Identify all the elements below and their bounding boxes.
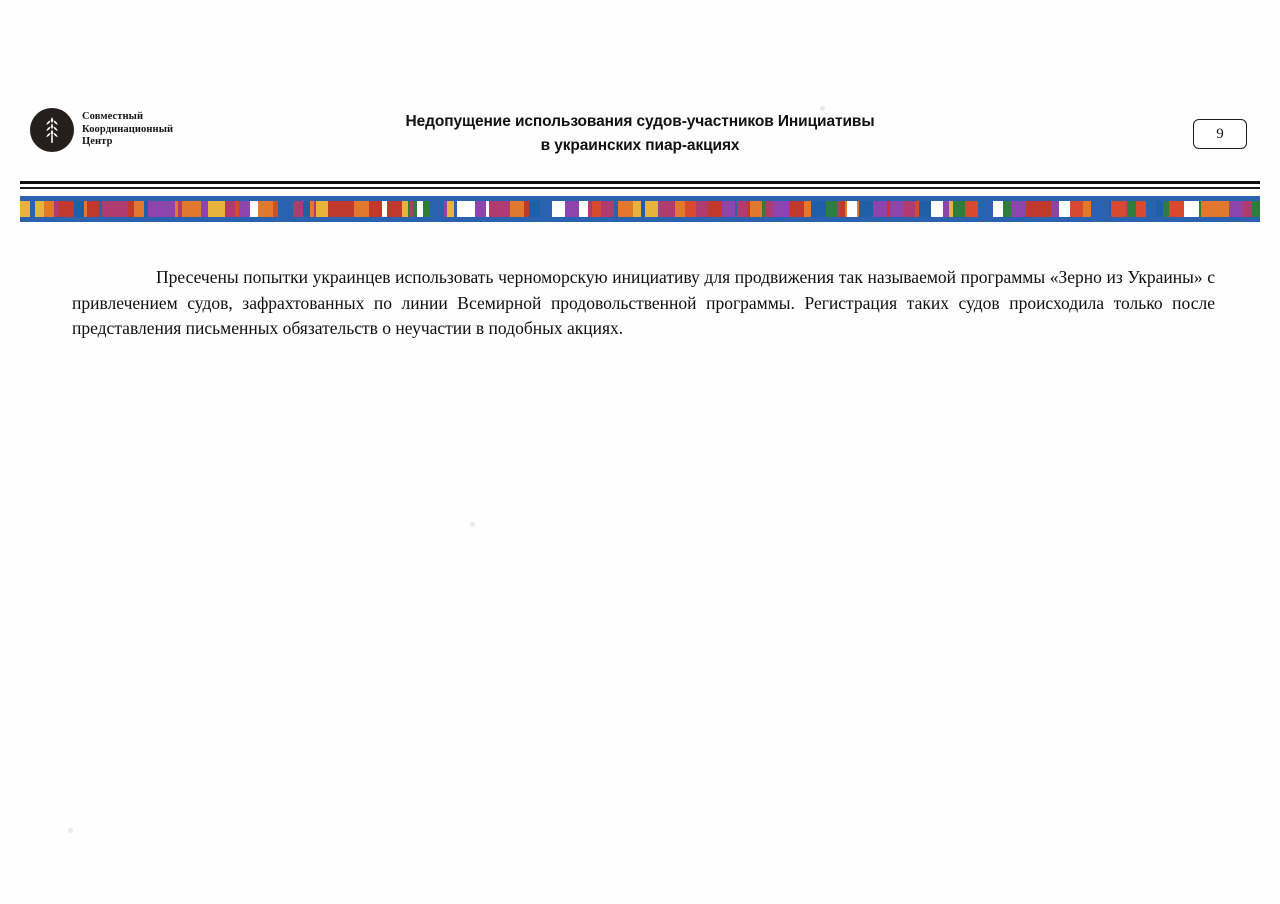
- logo-line-2: Координационный: [82, 123, 174, 135]
- divider-rule-bottom: [20, 187, 1260, 189]
- page-header: [0, 100, 1280, 180]
- ribbon-band-bottom: [20, 217, 1260, 222]
- page-title: [300, 110, 980, 158]
- scan-artifact: [820, 106, 825, 111]
- page-number-badge: [1193, 119, 1247, 149]
- wheat-ear-icon: [30, 108, 74, 152]
- organization-name: [82, 111, 173, 149]
- page-number-value: 9: [1216, 125, 1224, 142]
- body-paragraph-1: Пресечены попытки украинцев использовать черноморскую инициативу для продвижения так называемой программы «Зерно из Украины» с привлечением судов, зафрахтованных по линии Всемирной продовольственной программы. Регистрация таких судов происходила только после представления письменных обязательств о неучастии в подобных акциях.: [72, 267, 1215, 339]
- scan-artifact: [470, 522, 475, 527]
- header-divider: [20, 181, 1260, 189]
- ribbon-band-middle: [20, 201, 1260, 217]
- page-title-line-1: Недопущение использования судов-участников Инициативы: [405, 113, 875, 130]
- page-title-line-2: в украинских пиар-акциях: [540, 137, 740, 155]
- logo-line-1: Совместный: [82, 110, 144, 122]
- ribbon-stripes: [20, 201, 1260, 217]
- logo-line-3: Центр: [82, 136, 113, 148]
- decorative-ribbon: [20, 196, 1260, 222]
- scan-artifact: [68, 828, 73, 833]
- body-text: [72, 265, 1215, 342]
- organization-logo: [30, 108, 173, 152]
